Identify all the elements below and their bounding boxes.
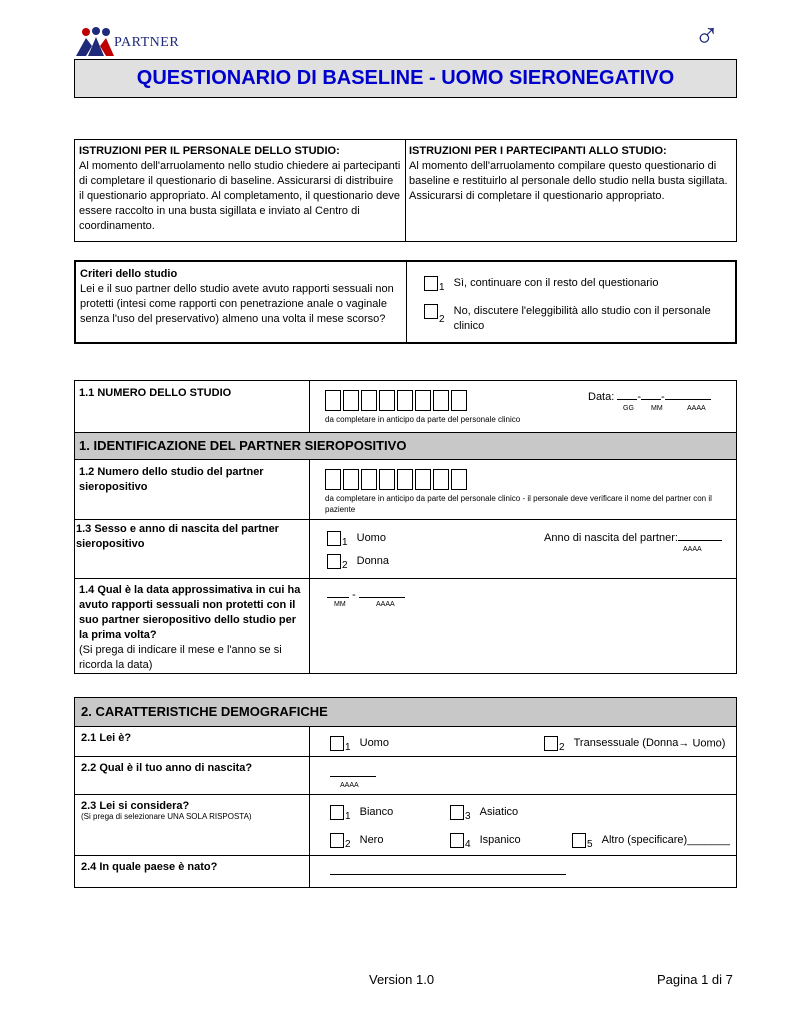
staff-instructions	[79, 144, 401, 234]
q2-3-option-altro[interactable]: 5 Altro (specificare)_______	[572, 833, 730, 848]
q2-1-transessuale-checkbox[interactable]	[544, 736, 558, 751]
date-aaaa: AAAA	[687, 405, 706, 412]
q1-1-label: 1.1 NUMERO DELLO STUDIO	[79, 387, 232, 399]
section-2-heading: 2. CARATTERISTICHE DEMOGRAFICHE	[81, 704, 328, 719]
title-box	[74, 59, 737, 98]
participant-instructions	[409, 144, 731, 204]
q2-3-option-nero[interactable]: 2 Nero	[330, 833, 383, 848]
q1-3-option-uomo[interactable]: 1 Uomo	[327, 531, 386, 546]
partner-logo-text: PARTNER	[114, 35, 180, 50]
q1-1-date[interactable]: Data: - -	[588, 391, 728, 403]
criteria-title: Criteri dello studio	[80, 268, 178, 280]
staff-instructions-title: ISTRUZIONI PER IL PERSONALE DELLO STUDIO:	[79, 145, 340, 157]
q2-3-ispanico-checkbox[interactable]	[450, 833, 464, 848]
q2-1-uomo-checkbox[interactable]	[330, 736, 344, 751]
criteria-box	[74, 260, 737, 344]
q2-4-label: 2.4 In quale paese è nato?	[81, 861, 218, 873]
q2-1-label: 2.1 Lei è?	[81, 732, 132, 744]
footer-page: Pagina 1 di 7	[657, 972, 733, 987]
q2-3-note: (Si prega di selezionare UNA SOLA RISPOSTA)	[81, 812, 252, 821]
q1-2-note: da completare in anticipo da parte del personale clinico - il personale deve verificare il nome del partner con il paziente	[325, 494, 712, 514]
q1-3-option-donna[interactable]: 2 Donna	[327, 554, 389, 569]
instructions-box	[74, 139, 737, 242]
q2-3-bianco-checkbox[interactable]	[330, 805, 344, 820]
q2-2-unit: AAAA	[340, 782, 359, 789]
q2-1-option-uomo[interactable]: 1 Uomo	[330, 736, 389, 751]
section-2-table	[74, 697, 737, 888]
arrow-right-icon: →	[678, 737, 690, 750]
criteria-option-yes[interactable]: 1 Sì, continuare con il resto del questionario	[424, 276, 734, 291]
staff-instructions-text: Al momento dell'arruolamento nello studio chiedere ai partecipanti di completare il questionario di baseline. Assicurarsi di distribuire il questionario appropriato. Al completamento, il questionario deve essere raccolto in una busta sigillata e inviato al Centro di coordinamento.	[79, 160, 401, 232]
q2-3-asiatico-checkbox[interactable]	[450, 805, 464, 820]
section-1-heading: 1. IDENTIFICAZIONE DEL PARTNER SIEROPOSITIVO	[79, 438, 407, 453]
date-mm: MM	[651, 405, 663, 412]
criteria-no-label: No, discutere l'eleggibilità allo studio con il personale clinico	[453, 305, 711, 332]
q1-4-note: (Si prega di indicare il mese e l'anno se si ricorda la data)	[79, 644, 282, 671]
section-1-table	[74, 380, 737, 674]
q1-1-note: da completare in anticipo da parte del personale clinico	[325, 415, 521, 424]
criteria-text: Lei e il suo partner dello studio avete avuto rapporti sessuali non protetti (intesi come rapporti con penetrazione anale o vaginale senza l'uso del preservativo) almeno una volta il mese scorso?	[80, 283, 394, 325]
q1-3-label: 1.3 Sesso e anno di nascita del partner sieropositivo	[76, 523, 279, 550]
q1-3-donna-checkbox[interactable]	[327, 554, 341, 569]
page-title: QUESTIONARIO DI BASELINE - UOMO SIERONEGATIVO	[136, 67, 675, 89]
q2-3-option-ispanico[interactable]: 4 Ispanico	[450, 833, 521, 848]
q2-3-label: 2.3 Lei si considera?	[81, 800, 190, 812]
criteria-no-checkbox[interactable]	[424, 304, 438, 319]
q1-4-label: 1.4 Qual è la data approssimativa in cui ha avuto rapporti sessuali non protetti con il suo partner sieropositivo dello studio per la prima volta?	[79, 584, 301, 641]
q2-2-label: 2.2 Qual è il tuo anno di nascita?	[81, 762, 253, 774]
partner-number-boxes[interactable]	[325, 469, 469, 493]
q1-3-uomo-checkbox[interactable]	[327, 531, 341, 546]
partner-logo	[74, 26, 194, 58]
participant-instructions-text: Al momento dell'arruolamento compilare questo questionario di baseline e restituirlo al personale dello studio nella busta sigillata. Assicurarsi di completare il questionario appropriato.	[409, 160, 728, 202]
footer-version: Version 1.0	[369, 972, 435, 987]
q2-1-option-transessuale[interactable]: 2 Transessuale (Donna→ Uomo)	[544, 736, 725, 751]
criteria-option-no[interactable]: 2 No, discutere l'eleggibilità allo studio con il personale clinico	[424, 304, 734, 334]
participant-instructions-title: ISTRUZIONI PER I PARTECIPANTI ALLO STUDIO:	[409, 145, 667, 157]
q1-3-year[interactable]: Anno di nascita del partner:	[544, 532, 722, 544]
q1-3-year-unit: AAAA	[683, 546, 702, 553]
q1-4-label-block	[79, 583, 304, 673]
male-symbol-icon: ♂	[694, 17, 720, 55]
study-number-boxes[interactable]	[325, 390, 469, 414]
q2-3-option-asiatico[interactable]: 3 Asiatico	[450, 805, 518, 820]
criteria-yes-checkbox[interactable]	[424, 276, 438, 291]
q2-3-altro-checkbox[interactable]	[572, 833, 586, 848]
q1-4-mm: MM	[334, 601, 346, 608]
q2-3-option-bianco[interactable]: 1 Bianco	[330, 805, 393, 820]
q1-2-label: 1.2 Numero dello studio del partner sieropositivo	[79, 466, 264, 493]
partner-logo-figures-icon	[74, 26, 116, 58]
q2-2-year-input[interactable]	[330, 768, 376, 780]
q1-4-date[interactable]: -	[327, 589, 405, 601]
q1-4-aaaa: AAAA	[376, 601, 395, 608]
q2-3-nero-checkbox[interactable]	[330, 833, 344, 848]
date-gg: GG	[623, 405, 634, 412]
criteria-yes-label: Sì, continuare con il resto del questionario	[453, 277, 659, 290]
q2-4-country-input[interactable]	[330, 866, 566, 878]
